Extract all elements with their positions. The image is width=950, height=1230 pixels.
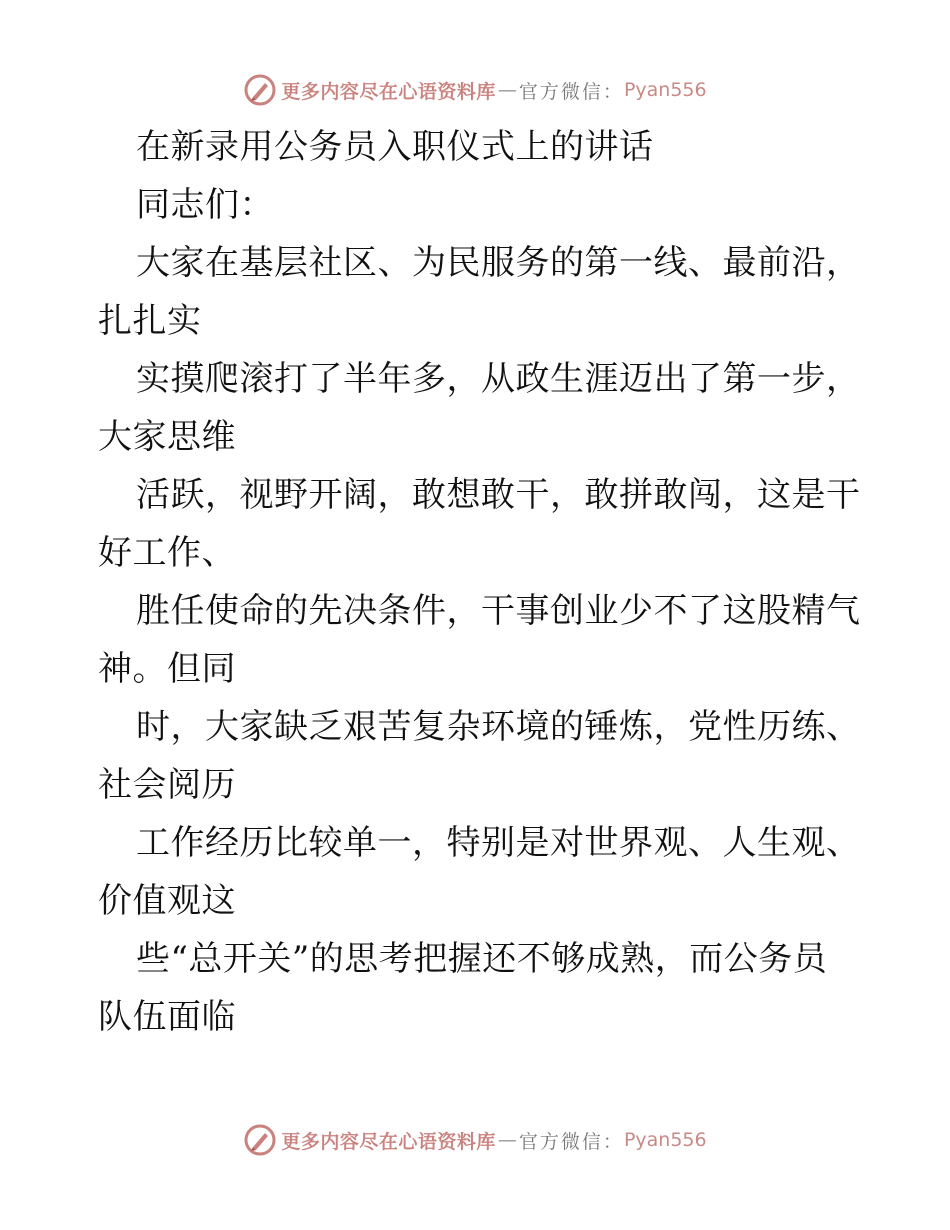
- document-line: 实摸爬滚打了半年多，从政生涯迈出了第一步，: [136, 359, 861, 399]
- document-line: 队伍面临: [98, 997, 236, 1037]
- footer-watermark-banner: [0, 1120, 950, 1160]
- document-line: 同志们：: [136, 185, 274, 225]
- document-line: 些“总开关”的思考把握还不够成熟，而公务员: [136, 939, 828, 979]
- document-line: 大家在基层社区、为民服务的第一线、最前沿，: [136, 243, 861, 283]
- banner-wechat-id: Pyan556: [623, 79, 707, 101]
- banner-wechat-label: 官方微信：: [518, 1130, 624, 1153]
- document-line: 价值观这: [98, 881, 236, 921]
- document-line: 活跃，视野开阔，敢想敢干，敢拼敢闯，这是干: [136, 475, 861, 515]
- document-line: 工作经历比较单一，特别是对世界观、人生观、: [136, 823, 861, 863]
- document-line: 好工作、: [98, 533, 236, 573]
- document-line: 社会阅历: [98, 765, 236, 805]
- document-line: 大家思维: [98, 417, 236, 457]
- pen-logo-icon: [243, 1123, 277, 1157]
- pen-logo-icon: [243, 73, 277, 107]
- document-body: [98, 118, 898, 1046]
- document-line: 扎扎实: [98, 301, 202, 341]
- header-watermark-banner: [0, 70, 950, 110]
- document-line: 时，大家缺乏艰苦复杂环境的锤炼，党性历练、: [136, 707, 861, 747]
- banner-brand-text: 更多内容尽在心语资料库: [281, 1130, 496, 1153]
- banner-dash: —: [497, 79, 517, 101]
- document-line: 神。但同: [98, 649, 236, 689]
- banner-brand-text: 更多内容尽在心语资料库: [281, 80, 496, 103]
- banner-wechat-label: 官方微信：: [518, 80, 624, 103]
- banner-wechat-id: Pyan556: [623, 1129, 707, 1151]
- document-line: 胜任使命的先决条件，干事创业少不了这股精气: [136, 591, 861, 631]
- document-line: 在新录用公务员入职仪式上的讲话: [136, 127, 654, 167]
- banner-dash: —: [497, 1129, 517, 1151]
